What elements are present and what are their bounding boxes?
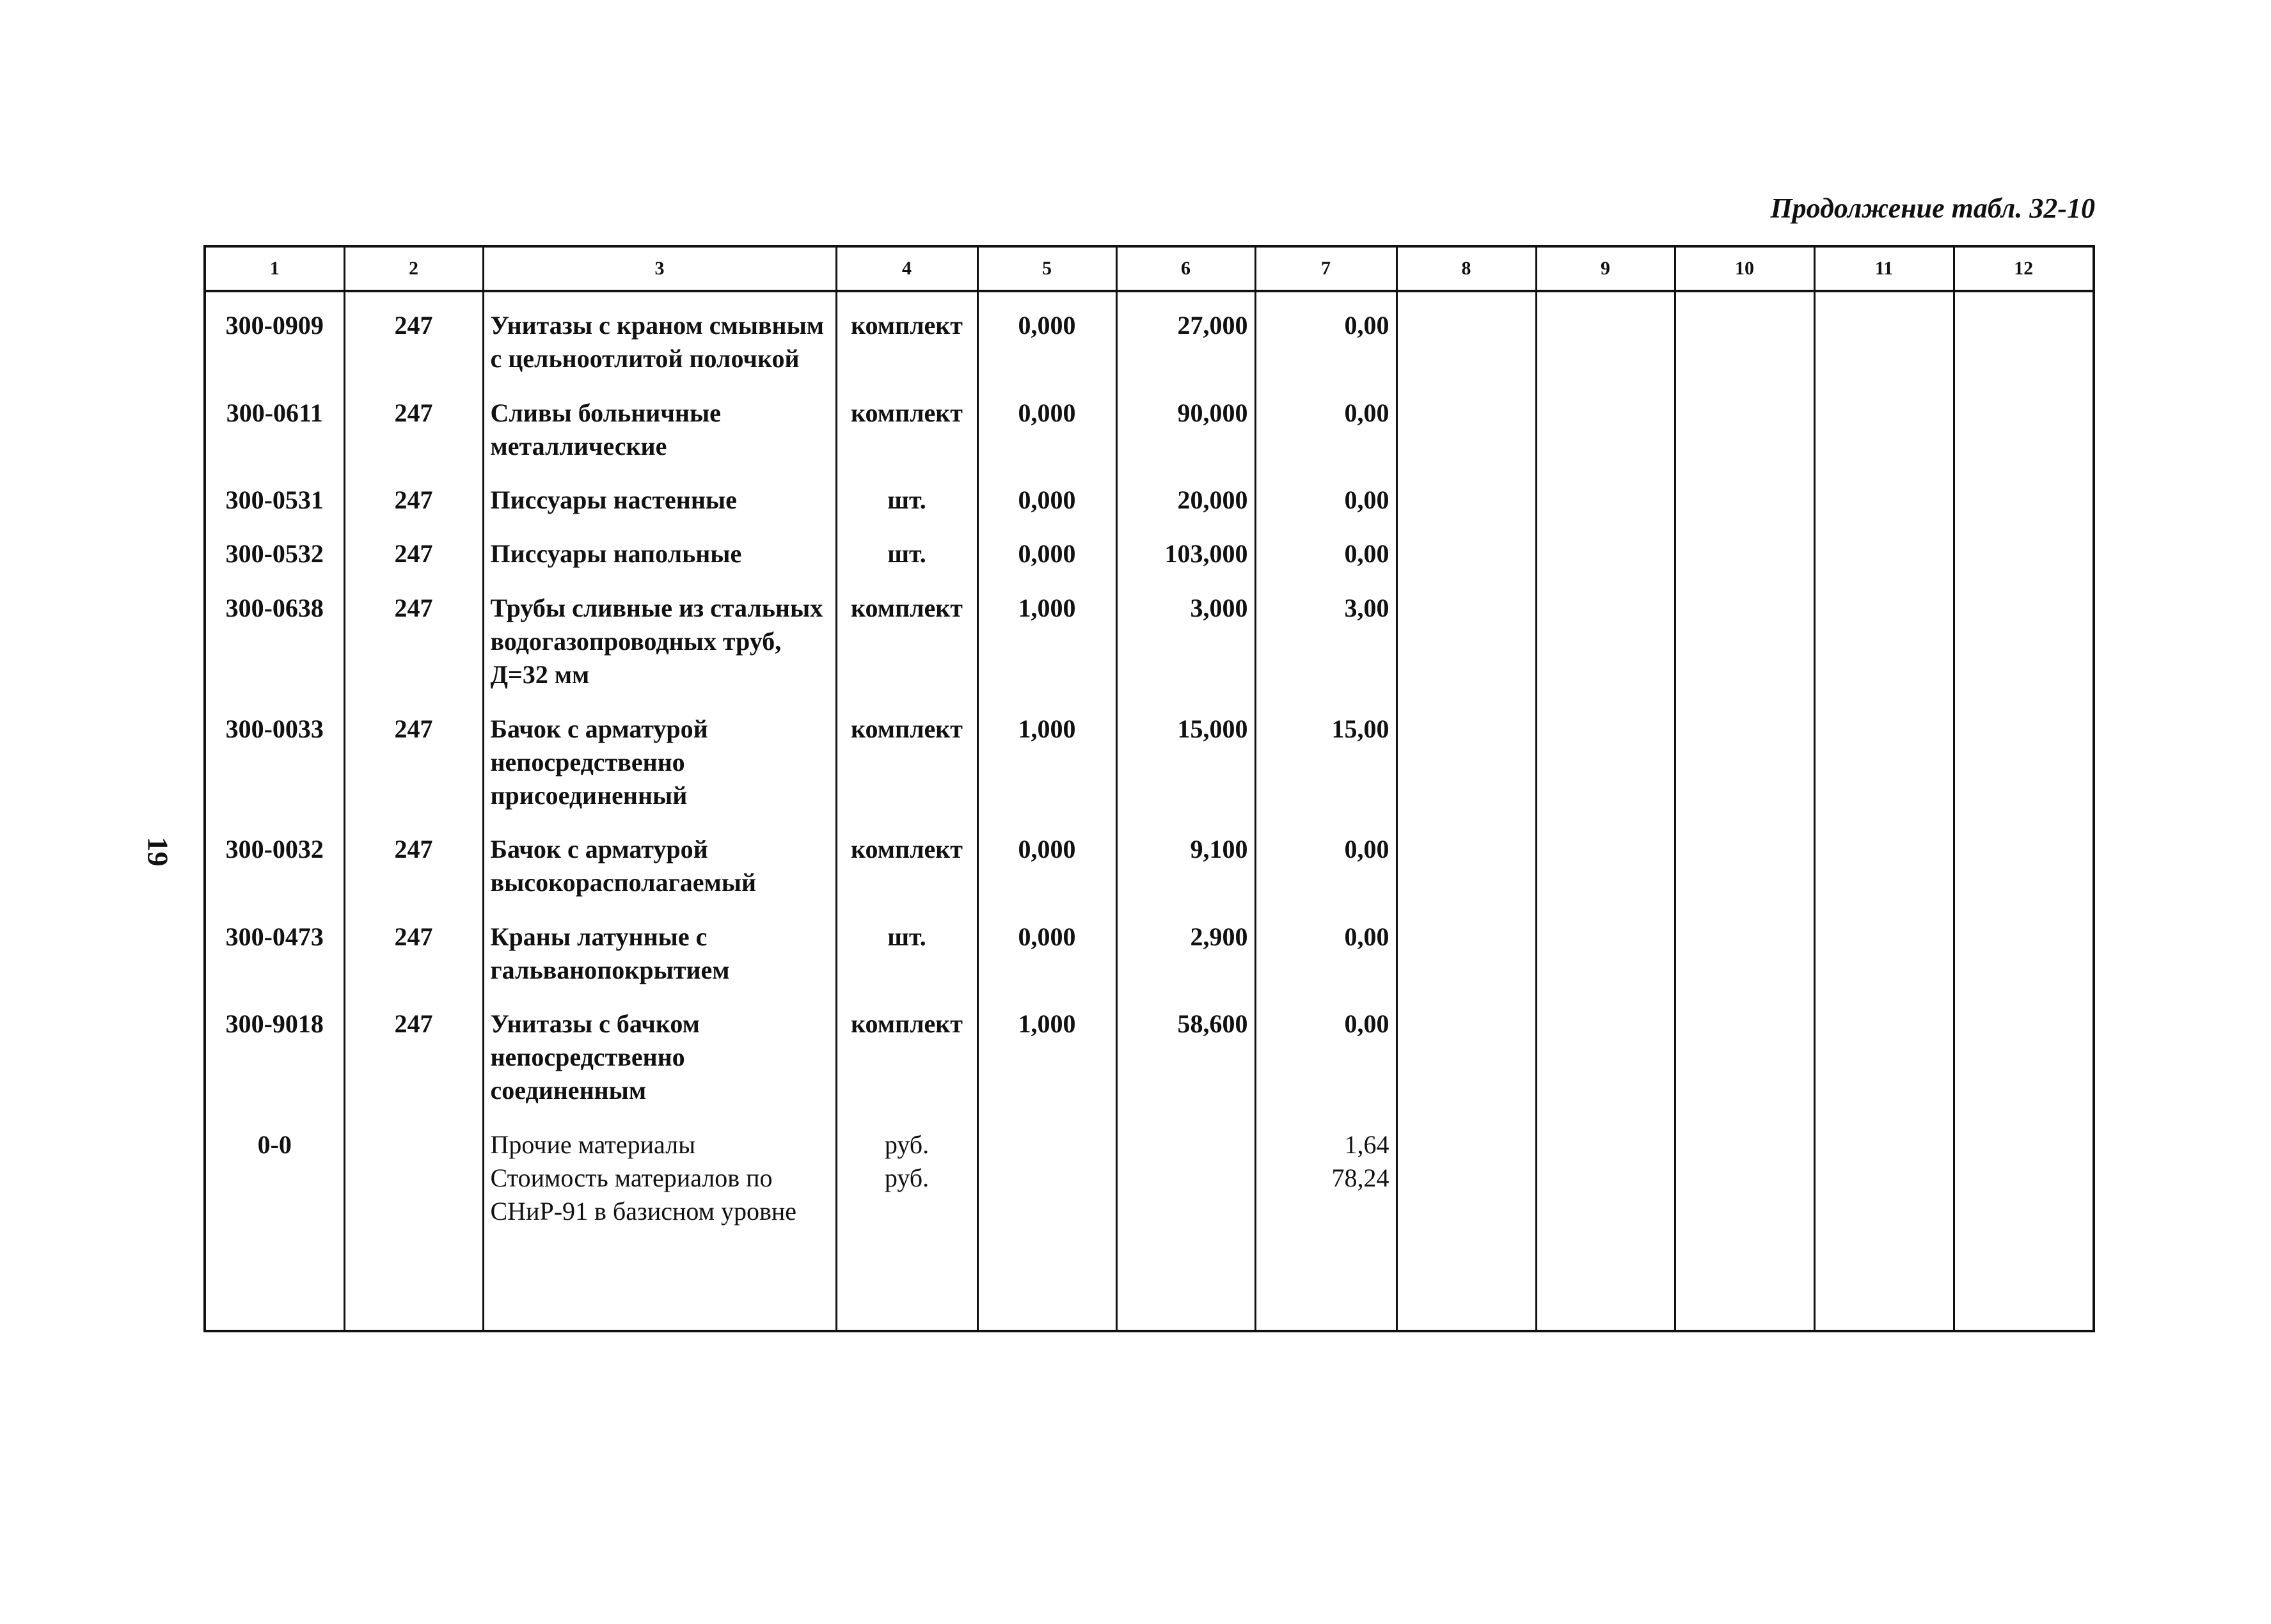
unit-of-measure: комплект: [836, 291, 977, 386]
empty-cell: [1397, 581, 1536, 702]
table-row: [205, 910, 2094, 998]
unit-of-measure: комплект: [836, 581, 977, 702]
column-5-value: 1,000: [977, 702, 1116, 823]
column-header: 12: [1954, 246, 2094, 291]
column-6-value: 15,000: [1116, 702, 1255, 823]
empty-cell: [1675, 291, 1814, 386]
table-row: [205, 291, 2094, 386]
empty-cell: [1954, 386, 2094, 474]
empty-cell: [1814, 702, 1954, 823]
materials-table: [203, 245, 2095, 1332]
empty-cell: [1536, 1118, 1675, 1239]
table-row: [205, 702, 2094, 823]
empty-cell: [1675, 823, 1814, 910]
table-row: [205, 997, 2094, 1118]
column-5-value: 0,000: [977, 386, 1116, 474]
column-header: 4: [836, 246, 977, 291]
empty-cell: [1814, 581, 1954, 702]
resource-code: 0-0: [205, 1118, 344, 1239]
empty-cell: [1675, 702, 1814, 823]
table-row: [205, 473, 2094, 527]
other-materials-label: Прочие материалы: [490, 1130, 695, 1160]
column-6-value: 103,000: [1116, 527, 1255, 581]
column-2-value: 247: [344, 823, 483, 910]
empty-cell: [1675, 527, 1814, 581]
empty-cell: [1954, 997, 2094, 1118]
column-7-value: 3,00: [1255, 581, 1397, 702]
column-header: 10: [1675, 246, 1814, 291]
empty-cell: [1397, 527, 1536, 581]
empty-cell: [1675, 997, 1814, 1118]
empty-cell: [1954, 291, 2094, 386]
empty-cell: [1397, 823, 1536, 910]
column-7-value: [1255, 1118, 1397, 1239]
empty-cell: [1536, 581, 1675, 702]
column-2-value: 247: [344, 386, 483, 474]
column-5-value: 0,000: [977, 910, 1116, 998]
column-2-value: 247: [344, 581, 483, 702]
empty-cell: [1536, 823, 1675, 910]
column-7-value: 0,00: [1255, 473, 1397, 527]
empty-cell: [1814, 291, 1954, 386]
column-header: 5: [977, 246, 1116, 291]
unit-of-measure: шт.: [836, 527, 977, 581]
empty-cell: [1675, 910, 1814, 998]
empty-cell: [1397, 910, 1536, 998]
empty-cell: [1954, 823, 2094, 910]
table-bottom-spacer: [205, 1239, 2094, 1331]
other-materials-value: 1,64: [1344, 1130, 1389, 1160]
column-5-value: 0,000: [977, 823, 1116, 910]
column-header: 6: [1116, 246, 1255, 291]
resource-code: 300-0611: [205, 386, 344, 474]
empty-cell: [1954, 473, 2094, 527]
empty-cell: [1397, 702, 1536, 823]
empty-cell: [344, 1118, 483, 1239]
empty-cell: [1814, 1118, 1954, 1239]
unit-of-measure: [836, 1118, 977, 1239]
empty-cell: [1954, 1118, 2094, 1239]
empty-cell: [1814, 527, 1954, 581]
resource-code: 300-0531: [205, 473, 344, 527]
column-header: 1: [205, 246, 344, 291]
column-7-value: 0,00: [1255, 997, 1397, 1118]
column-7-value: 0,00: [1255, 386, 1397, 474]
unit-of-measure: комплект: [836, 386, 977, 474]
table-continuation-caption: Продолжение табл. 32-10: [1770, 193, 2095, 224]
column-header: 2: [344, 246, 483, 291]
material-name: Писсуары напольные: [483, 527, 836, 581]
other-materials-unit: руб.: [884, 1130, 930, 1160]
column-6-value: 20,000: [1116, 473, 1255, 527]
empty-cell: [1536, 910, 1675, 998]
empty-cell: [1675, 473, 1814, 527]
column-6-value: 58,600: [1116, 997, 1255, 1118]
column-header: 7: [1255, 246, 1397, 291]
column-5-value: 1,000: [977, 997, 1116, 1118]
material-name: Краны латунные с гальванопокрытием: [483, 910, 836, 998]
unit-of-measure: шт.: [836, 473, 977, 527]
column-2-value: 247: [344, 997, 483, 1118]
empty-cell: [1397, 473, 1536, 527]
material-name: Бачок с арматурой высокорасполагаемый: [483, 823, 836, 910]
empty-cell: [1814, 473, 1954, 527]
table-row: [205, 581, 2094, 702]
empty-cell: [1116, 1118, 1255, 1239]
material-name: Бачок с арматурой непосредственно присоединенный: [483, 702, 836, 823]
column-5-value: 0,000: [977, 527, 1116, 581]
column-2-value: 247: [344, 702, 483, 823]
unit-of-measure: комплект: [836, 702, 977, 823]
header-row: [205, 246, 2094, 291]
empty-cell: [1954, 581, 2094, 702]
column-7-value: 0,00: [1255, 910, 1397, 998]
unit-of-measure: шт.: [836, 910, 977, 998]
column-2-value: 247: [344, 910, 483, 998]
column-2-value: 247: [344, 473, 483, 527]
empty-cell: [1814, 386, 1954, 474]
column-7-value: 15,00: [1255, 702, 1397, 823]
empty-cell: [1675, 581, 1814, 702]
page-number: 19: [141, 837, 175, 867]
column-5-value: 0,000: [977, 291, 1116, 386]
empty-cell: [1397, 1118, 1536, 1239]
empty-cell: [977, 1118, 1116, 1239]
material-name: Унитазы с краном смывным с цельноотлитой полочкой: [483, 291, 836, 386]
materials-cost-unit: руб.: [884, 1163, 930, 1193]
resource-code: 300-0473: [205, 910, 344, 998]
column-7-value: 0,00: [1255, 291, 1397, 386]
column-2-value: 247: [344, 291, 483, 386]
column-2-value: 247: [344, 527, 483, 581]
material-name: Писсуары настенные: [483, 473, 836, 527]
column-7-value: 0,00: [1255, 823, 1397, 910]
empty-cell: [1397, 291, 1536, 386]
empty-cell: [1536, 386, 1675, 474]
empty-cell: [1397, 997, 1536, 1118]
column-6-value: 3,000: [1116, 581, 1255, 702]
table-row: [205, 386, 2094, 474]
column-5-value: 0,000: [977, 473, 1116, 527]
empty-cell: [1397, 386, 1536, 474]
materials-cost-label: Стоимость материалов по СНиР-91 в базисном уровне: [490, 1163, 796, 1226]
unit-of-measure: комплект: [836, 823, 977, 910]
column-5-value: 1,000: [977, 581, 1116, 702]
column-header: 9: [1536, 246, 1675, 291]
column-6-value: 9,100: [1116, 823, 1255, 910]
empty-cell: [1814, 823, 1954, 910]
empty-cell: [1814, 997, 1954, 1118]
materials-cost-value: 78,24: [1331, 1163, 1389, 1193]
empty-cell: [1675, 386, 1814, 474]
column-6-value: 27,000: [1116, 291, 1255, 386]
material-name: Унитазы с бачком непосредственно соединенным: [483, 997, 836, 1118]
resource-code: 300-0909: [205, 291, 344, 386]
empty-cell: [1954, 910, 2094, 998]
empty-cell: [1536, 702, 1675, 823]
column-header: 8: [1397, 246, 1536, 291]
resource-code: 300-0032: [205, 823, 344, 910]
empty-cell: [1814, 910, 1954, 998]
empty-cell: [1536, 291, 1675, 386]
unit-of-measure: комплект: [836, 997, 977, 1118]
resource-code: 300-0638: [205, 581, 344, 702]
empty-cell: [1675, 1118, 1814, 1239]
table-row: [205, 527, 2094, 581]
column-header: 3: [483, 246, 836, 291]
material-name: Сливы больничные металлические: [483, 386, 836, 474]
empty-cell: [1536, 473, 1675, 527]
empty-cell: [1536, 527, 1675, 581]
table-row: [205, 823, 2094, 910]
column-header: 11: [1814, 246, 1954, 291]
table-row-other-materials: [205, 1118, 2094, 1239]
material-name: Трубы сливные из стальных водогазопроводных труб, Д=32 мм: [483, 581, 836, 702]
material-name: [483, 1118, 836, 1239]
resource-code: 300-0033: [205, 702, 344, 823]
empty-cell: [1954, 527, 2094, 581]
column-7-value: 0,00: [1255, 527, 1397, 581]
column-6-value: 90,000: [1116, 386, 1255, 474]
resource-code: 300-0532: [205, 527, 344, 581]
empty-cell: [1954, 702, 2094, 823]
empty-cell: [1536, 997, 1675, 1118]
column-6-value: 2,900: [1116, 910, 1255, 998]
resource-code: 300-9018: [205, 997, 344, 1118]
